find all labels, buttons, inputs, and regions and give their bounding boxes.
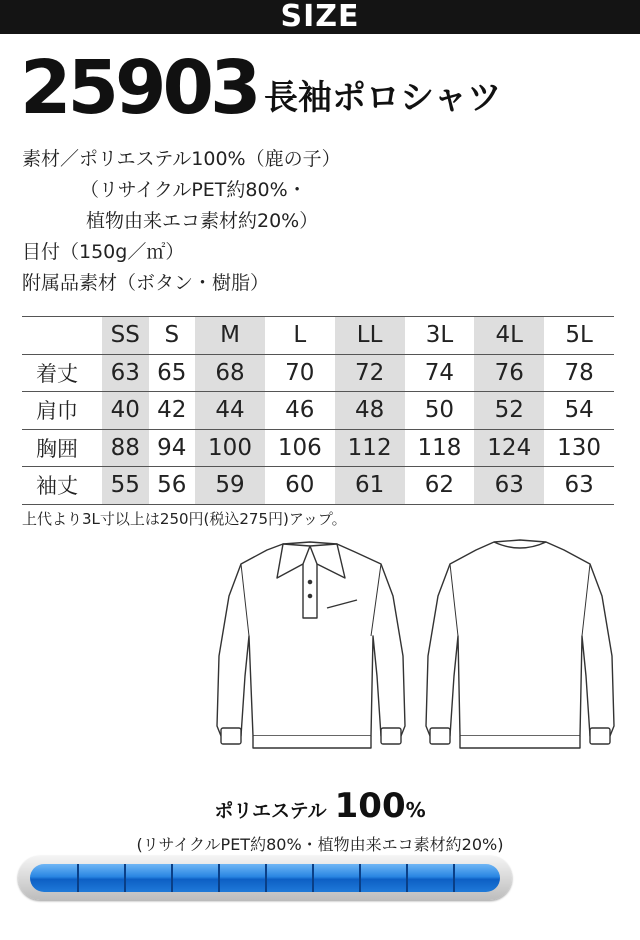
- spec-material: 素材／ポリエステル100%（鹿の子）: [22, 148, 341, 170]
- table-cell: 74: [405, 354, 475, 392]
- table-cell: 55: [102, 467, 149, 505]
- material-percent-unit: %: [405, 798, 426, 822]
- table-row: [22, 392, 614, 430]
- table-row: [22, 354, 614, 392]
- row-label-length: 着丈: [22, 354, 102, 392]
- material-label: [0, 786, 640, 826]
- size-s: S: [149, 317, 196, 355]
- polo-back-illustration: [418, 536, 622, 758]
- table-cell: 40: [102, 392, 149, 430]
- size-4l: 4L: [474, 317, 544, 355]
- table-cell: 72: [335, 354, 405, 392]
- price-note: 上代より3L寸以上は250円(税込275円)アップ。: [22, 510, 347, 528]
- spec-material-detail-2: 植物由来エコ素材約20%）: [86, 210, 319, 232]
- row-label-sleeve: 袖丈: [22, 467, 102, 505]
- table-cell: 78: [544, 354, 614, 392]
- table-cell: 112: [335, 429, 405, 467]
- table-cell: 61: [335, 467, 405, 505]
- size-3l: 3L: [405, 317, 475, 355]
- size-ll: LL: [335, 317, 405, 355]
- material-name: ポリエステル: [214, 800, 327, 822]
- table-cell: 63: [102, 354, 149, 392]
- material-bar-segment-divider: [124, 864, 126, 892]
- size-table: [22, 316, 614, 505]
- table-cell: 52: [474, 392, 544, 430]
- material-bar-segment-divider: [359, 864, 361, 892]
- table-cell: 76: [474, 354, 544, 392]
- material-detail: (リサイクルPET約80%・植物由来エコ素材約20%): [136, 835, 504, 854]
- table-row: [22, 429, 614, 467]
- material-bar-segment-divider: [453, 864, 455, 892]
- polo-front-illustration: [205, 536, 415, 758]
- table-cell: 63: [544, 467, 614, 505]
- size-ss: SS: [102, 317, 149, 355]
- table-cell: 68: [195, 354, 265, 392]
- table-cell: 54: [544, 392, 614, 430]
- material-bar: [18, 856, 512, 900]
- table-cell: 70: [265, 354, 335, 392]
- row-label-chest: 胸囲: [22, 429, 102, 467]
- table-cell: 124: [474, 429, 544, 467]
- table-cell: 63: [474, 467, 544, 505]
- material-bar-segment-divider: [77, 864, 79, 892]
- table-cell: 60: [265, 467, 335, 505]
- table-cell: 65: [149, 354, 196, 392]
- spec-weight: 目付（150g／㎡）: [22, 241, 185, 263]
- table-cell: 50: [405, 392, 475, 430]
- size-5l: 5L: [544, 317, 614, 355]
- material-bar-segment-divider: [218, 864, 220, 892]
- corner-cell: [22, 317, 102, 355]
- table-cell: 94: [149, 429, 196, 467]
- table-cell: 48: [335, 392, 405, 430]
- table-cell: 44: [195, 392, 265, 430]
- table-cell: 130: [544, 429, 614, 467]
- table-cell: 46: [265, 392, 335, 430]
- table-cell: 88: [102, 429, 149, 467]
- material-bar-segment-divider: [312, 864, 314, 892]
- material-bar-track: [30, 864, 500, 892]
- table-cell: 100: [195, 429, 265, 467]
- material-bar-segment-divider: [406, 864, 408, 892]
- spec-material-detail-1: （リサイクルPET約80%・: [80, 179, 307, 201]
- product-code: 25903: [20, 45, 258, 131]
- material-bar-segment-divider: [171, 864, 173, 892]
- table-cell: 59: [195, 467, 265, 505]
- size-l: L: [265, 317, 335, 355]
- table-row: [22, 467, 614, 505]
- table-cell: 118: [405, 429, 475, 467]
- size-header: SIZE: [0, 0, 640, 34]
- material-bar-segment-divider: [265, 864, 267, 892]
- material-percent: 100: [334, 786, 406, 826]
- size-header-row: [22, 317, 614, 355]
- table-cell: 62: [405, 467, 475, 505]
- size-m: M: [195, 317, 265, 355]
- product-name: 長袖ポロシャツ: [264, 78, 502, 118]
- table-cell: 106: [265, 429, 335, 467]
- row-label-shoulder: 肩巾: [22, 392, 102, 430]
- table-cell: 42: [149, 392, 196, 430]
- spec-accessories: 附属品素材（ボタン・樹脂）: [22, 272, 270, 294]
- table-cell: 56: [149, 467, 196, 505]
